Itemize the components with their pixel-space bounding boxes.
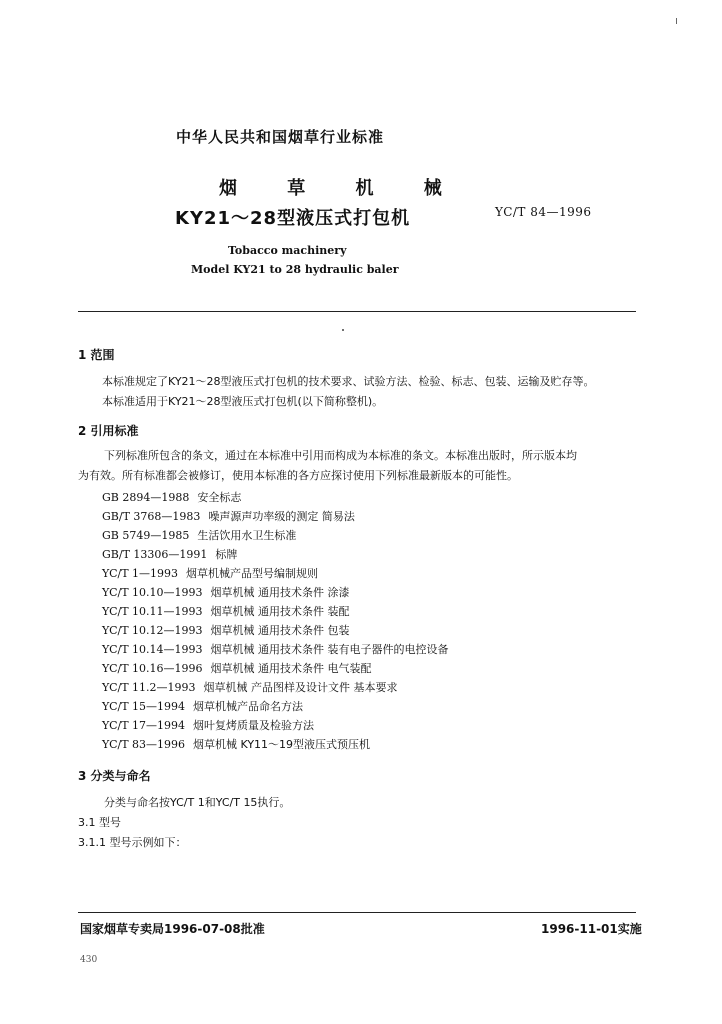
reference-code: GB/T 13306—1991 [102, 548, 208, 561]
section-3-heading: 3 分类与命名 [78, 769, 151, 783]
reference-code: YC/T 10.16—1996 [102, 662, 203, 675]
reference-item [102, 546, 237, 562]
section-3-para: 分类与命名按YC/T 1和YC/T 15执行。 [104, 796, 291, 809]
reference-code: YC/T 17—1994 [102, 719, 186, 732]
reference-code: YC/T 11.2—1993 [102, 681, 196, 694]
reference-title: 安全标志 [197, 491, 242, 504]
reference-title: 烟草机械 通用技术条件 电气装配 [210, 662, 372, 675]
reference-item [102, 736, 370, 752]
section-1-heading: 1 范围 [78, 348, 115, 362]
reference-title: 生活饮用水卫生标准 [197, 529, 297, 542]
reference-code: YC/T 10.11—1993 [102, 605, 203, 618]
reference-item [102, 489, 241, 505]
issuer-title: 中华人民共和国烟草行业标准 [176, 128, 385, 146]
scan-mark [676, 18, 677, 24]
section-2-intro-line-1: 下列标准所包含的条文，通过在本标准中引用而构成为本标准的条文。本标准出版时，所示版本均 [104, 449, 577, 462]
reference-title: 烟草机械 通用技术条件 装有电子器件的电控设备 [210, 643, 449, 656]
footer-divider [78, 912, 636, 913]
reference-title: 烟草机械产品型号编制规则 [186, 567, 319, 580]
section-3-1-heading: 3.1 型号 [78, 816, 121, 829]
page-number: 430 [80, 955, 98, 965]
reference-title: 烟草机械 产品图样及设计文件 基本要求 [203, 681, 398, 694]
effective-date: 1996-11-01实施 [541, 922, 642, 936]
reference-item [102, 508, 355, 524]
section-1-para-2: 本标准适用于KY21～28型液压式打包机(以下简称整机)。 [102, 395, 384, 408]
title-line-2: KY21～28型液压式打包机 [175, 208, 411, 229]
header-divider [78, 311, 636, 312]
section-2-intro-line-2: 为有效。所有标准都会被修订，使用本标准的各方应探讨使用下列标准最新版本的可能性。 [78, 469, 518, 482]
section-1-para-1: 本标准规定了KY21～28型液压式打包机的技术要求、试验方法、检验、标志、包装、运输及贮存等。 [102, 375, 595, 388]
reference-title: 烟叶复烤质量及检验方法 [193, 719, 315, 732]
approval-date: 国家烟草专卖局1996-07-08批准 [80, 922, 265, 936]
reference-item [102, 679, 398, 695]
reference-title: 标牌 [215, 548, 238, 561]
reference-code: YC/T 10.14—1993 [102, 643, 203, 656]
reference-title: 烟草机械 通用技术条件 包装 [210, 624, 350, 637]
reference-code: GB 2894—1988 [102, 491, 190, 504]
reference-item [102, 660, 372, 676]
reference-title: 烟草机械 通用技术条件 涂漆 [210, 586, 350, 599]
reference-code: YC/T 15—1994 [102, 700, 186, 713]
reference-item [102, 717, 314, 733]
reference-code: GB 5749—1985 [102, 529, 190, 542]
reference-item [102, 565, 318, 581]
section-3-1-1-heading: 3.1.1 型号示例如下： [78, 836, 187, 849]
reference-title: 烟草机械 通用技术条件 装配 [210, 605, 350, 618]
reference-code: GB/T 3768—1983 [102, 510, 201, 523]
english-title-line-1: Tobacco machinery [228, 244, 347, 257]
reference-item [102, 698, 303, 714]
reference-code: YC/T 83—1996 [102, 738, 186, 751]
reference-title: 烟草机械 KY11～19型液压式预压机 [193, 738, 371, 751]
reference-item [102, 603, 350, 619]
reference-item [102, 641, 449, 657]
reference-code: YC/T 10.10—1993 [102, 586, 203, 599]
standard-number: YC/T 84—1996 [495, 205, 592, 219]
reference-title: 噪声源声功率级的测定 简易法 [208, 510, 355, 523]
reference-title: 烟草机械产品命名方法 [193, 700, 304, 713]
section-2-heading: 2 引用标准 [78, 424, 139, 438]
reference-item [102, 527, 296, 543]
reference-item [102, 584, 350, 600]
reference-code: YC/T 1—1993 [102, 567, 179, 580]
english-title-line-2: Model KY21 to 28 hydraulic baler [191, 263, 399, 276]
reference-item [102, 622, 350, 638]
title-line-1: 烟 草 机 械 [219, 178, 464, 199]
reference-code: YC/T 10.12—1993 [102, 624, 203, 637]
scan-dot [342, 329, 344, 331]
